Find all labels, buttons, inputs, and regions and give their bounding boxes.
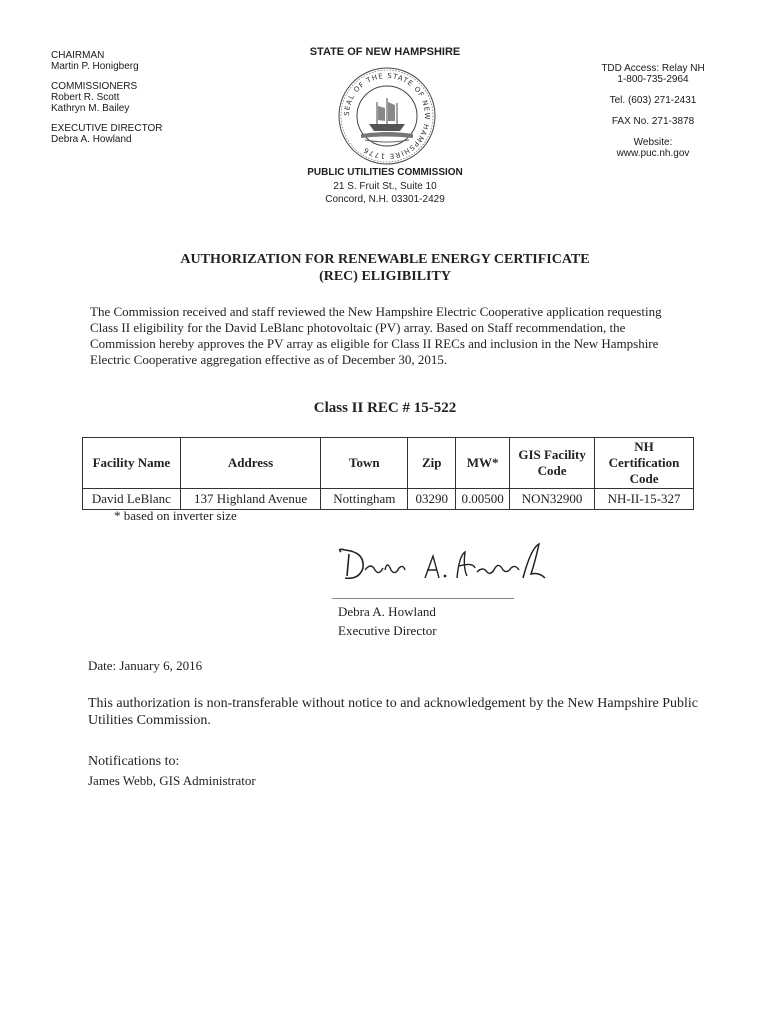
signer-block	[338, 602, 437, 640]
cell-zip: 03290	[408, 489, 456, 510]
body-paragraph: The Commission received and staff reviewed the New Hampshire Electric Cooperative application requesting Class II eligibility for the David LeBlanc photovoltaic (PV) array. Based on Staff recommendation, the Commission hereby approves the PV array as eligible for Class II RECs and inclusion in the New Hampshire Electric Cooperative aggregation effective as of December 30, 2015.	[90, 304, 662, 367]
column-header: Address	[180, 438, 321, 489]
column-header: MW*	[456, 438, 510, 489]
director-name: Debra A. Howland	[51, 134, 132, 145]
director-title: EXECUTIVE DIRECTOR	[51, 123, 163, 134]
table-row	[83, 489, 694, 510]
signer-name: Debra A. Howland	[338, 604, 436, 619]
state-seal	[337, 66, 437, 166]
state-name: STATE OF NEW HAMPSHIRE	[309, 46, 461, 58]
tdd-label: TDD Access: Relay NH	[601, 63, 705, 74]
cell-mw: 0.00500	[456, 489, 510, 510]
cell-nh-code: NH-II-15-327	[595, 489, 694, 510]
telephone: Tel. (603) 271-2431	[609, 95, 697, 106]
non-transferable-notice: This authorization is non-transferable without notice to and acknowledgement by the New Hampshire Public Utilities Commission.	[88, 696, 699, 728]
cell-town: Nottingham	[321, 489, 408, 510]
commissioner-name: Robert R. Scott	[51, 92, 120, 103]
footnote: * based on inverter size	[114, 508, 237, 523]
website-label: Website:	[633, 137, 673, 148]
commission-name: PUBLIC UTILITIES COMMISSION	[307, 167, 463, 178]
column-header: Facility Name	[83, 438, 181, 489]
cell-address: 137 Highland Avenue	[180, 489, 321, 510]
signature	[335, 538, 555, 594]
letterhead-right	[598, 63, 708, 168]
date: Date: January 6, 2016	[88, 658, 203, 673]
title-line: AUTHORIZATION FOR RENEWABLE ENERGY CERTIFICATE	[180, 252, 590, 267]
signer-title: Executive Director	[338, 623, 437, 638]
signature-line	[332, 598, 514, 599]
tdd-number: 1-800-735-2964	[617, 74, 689, 85]
column-header: GIS Facility Code	[510, 438, 595, 489]
column-header: Town	[321, 438, 408, 489]
title-line: (REC) ELIGIBILITY	[319, 269, 451, 284]
column-header: Zip	[408, 438, 456, 489]
fax: FAX No. 271-3878	[611, 116, 695, 127]
chairman-title: CHAIRMAN	[51, 50, 105, 61]
letterhead-left	[51, 50, 163, 154]
table-header-row	[83, 438, 694, 489]
chairman-name: Martin P. Honigberg	[51, 61, 139, 72]
seal-lettering: SEAL OF THE STATE OF NEW HAMPSHIRE 1776	[342, 71, 432, 161]
notification-recipient: James Webb, GIS Administrator	[88, 773, 256, 788]
website-url: www.puc.nh.gov	[616, 148, 690, 159]
commission-city: Concord, N.H. 03301-2429	[325, 194, 445, 205]
rec-number: Class II REC # 15-522	[313, 400, 457, 416]
facility-table	[82, 437, 694, 510]
cell-facility-name: David LeBlanc	[83, 489, 181, 510]
commissioners-title: COMMISSIONERS	[51, 81, 138, 92]
commissioner-name: Kathryn M. Bailey	[51, 103, 130, 114]
commission-street: 21 S. Fruit St., Suite 10	[333, 181, 437, 192]
column-header: NH Certification Code	[595, 438, 694, 489]
cell-gis-code: NON32900	[510, 489, 595, 510]
document-title	[0, 251, 770, 285]
notifications-label: Notifications to:	[88, 754, 180, 769]
